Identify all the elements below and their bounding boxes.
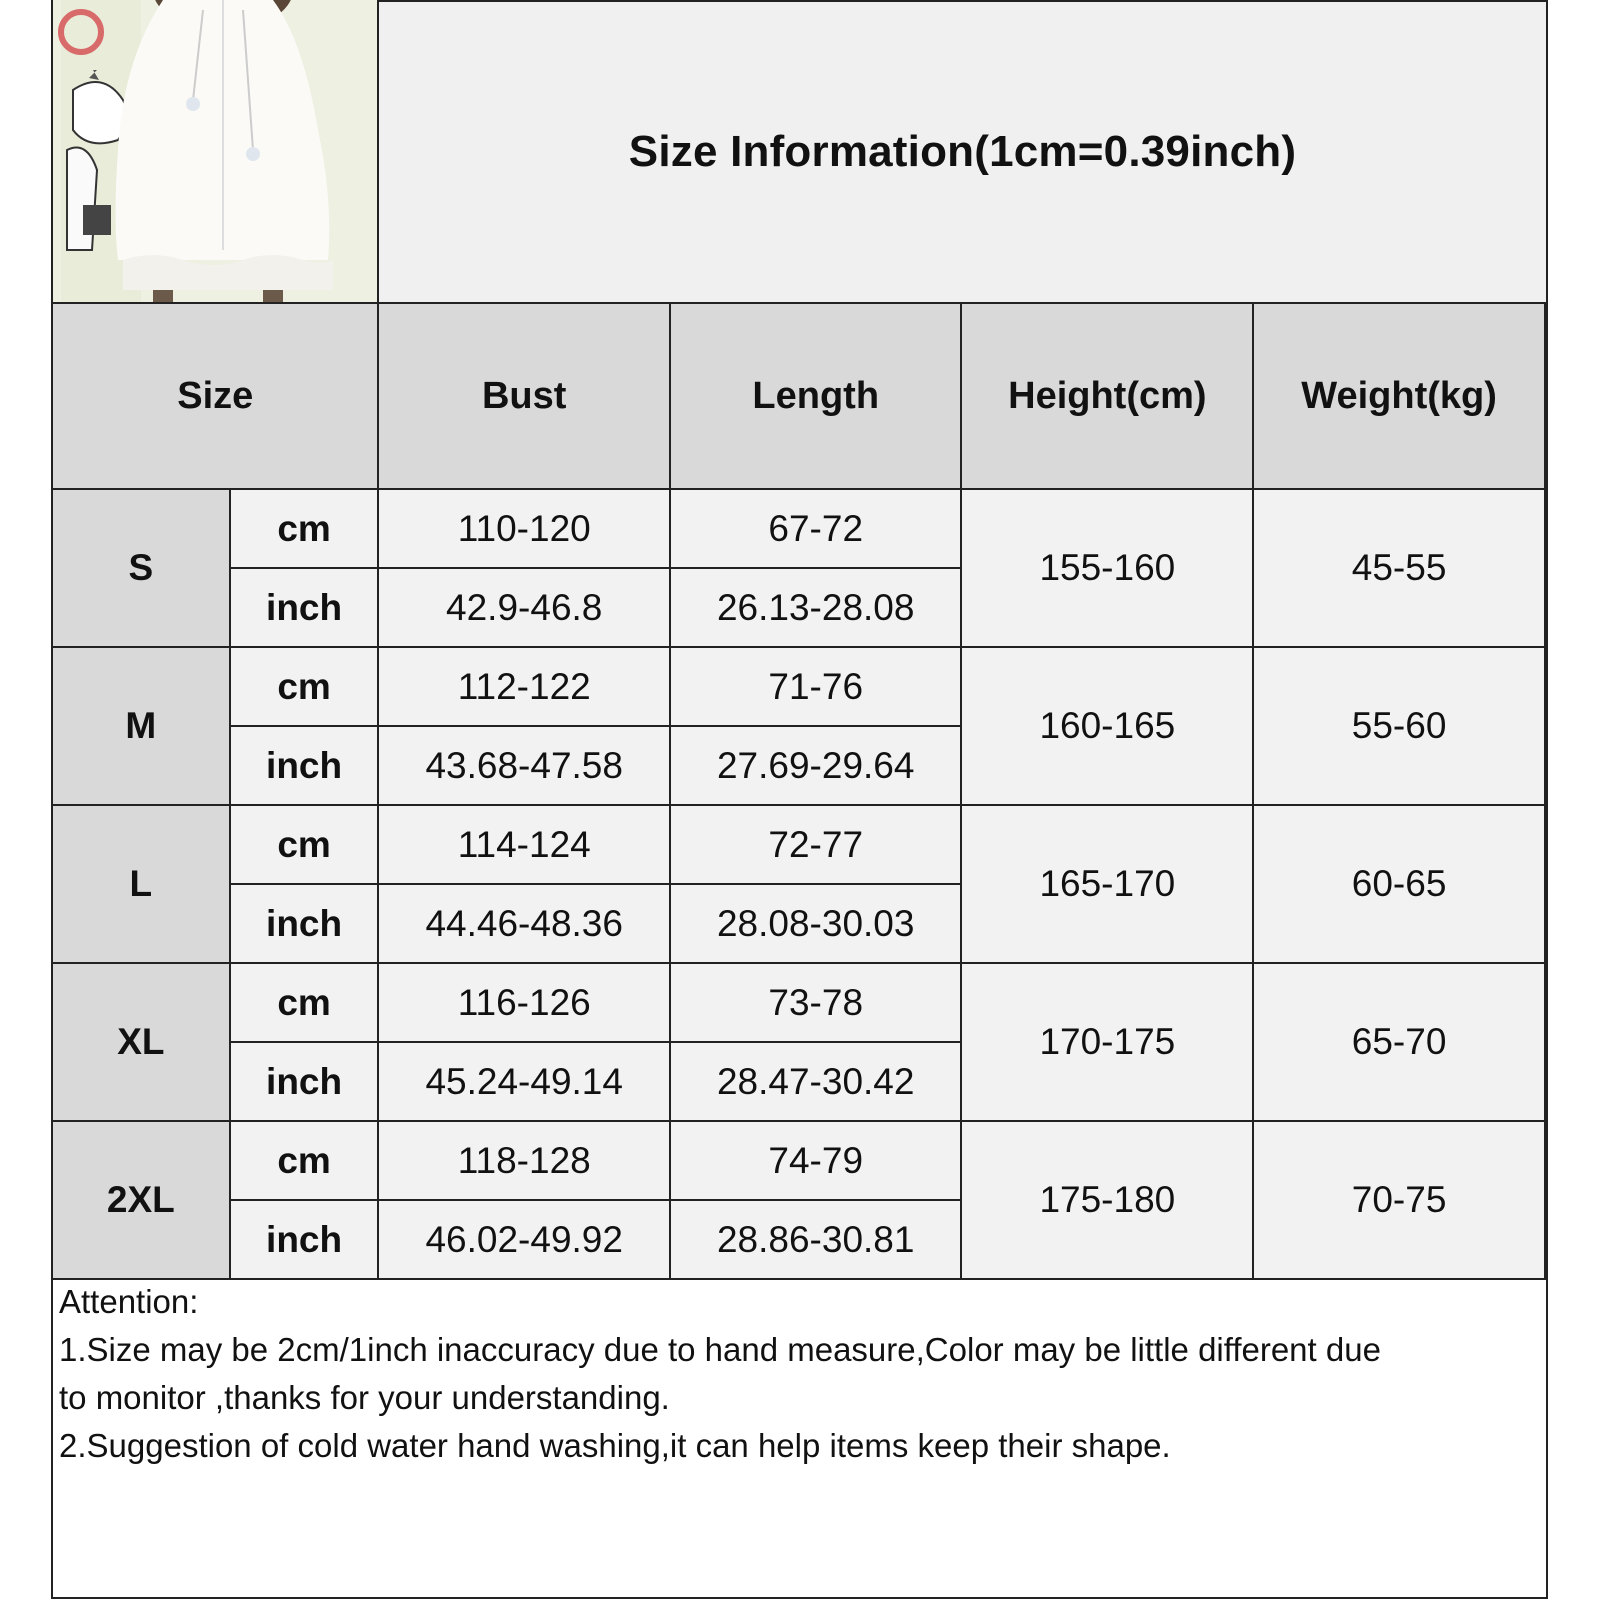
weight-value: 45-55 [1253,489,1545,647]
length-cm: 73-78 [670,963,962,1042]
size-label: S [53,489,230,647]
table-row [53,1121,1545,1200]
bust-inch: 45.24-49.14 [378,1042,669,1121]
length-cm: 74-79 [670,1121,962,1200]
bust-cm: 116-126 [378,963,669,1042]
weight-value: 60-65 [1253,805,1545,963]
bust-inch: 46.02-49.92 [378,1200,669,1279]
unit-inch: inch [230,726,379,805]
unit-inch: inch [230,568,379,647]
size-label: XL [53,963,230,1121]
unit-cm: cm [230,489,379,568]
header-height: Height(cm) [961,303,1253,489]
table-row [53,805,1545,884]
height-value: 175-180 [961,1121,1253,1279]
length-inch: 28.08-30.03 [670,884,962,963]
length-inch: 28.47-30.42 [670,1042,962,1121]
header-length: Length [670,303,962,489]
size-chart-sheet [51,0,1548,1599]
table-row [53,489,1545,568]
bust-inch: 43.68-47.58 [378,726,669,805]
weight-value: 70-75 [1253,1121,1545,1279]
bust-inch: 42.9-46.8 [378,568,669,647]
bust-cm: 112-122 [378,647,669,726]
unit-cm: cm [230,1121,379,1200]
length-cm: 67-72 [670,489,962,568]
height-value: 160-165 [961,647,1253,805]
unit-inch: inch [230,884,379,963]
product-photo [53,0,379,302]
height-value: 170-175 [961,963,1253,1121]
weight-value: 55-60 [1253,647,1545,805]
page-title: Size Information(1cm=0.39inch) [628,127,1297,176]
header-size: Size [53,303,378,489]
bust-inch: 44.46-48.36 [378,884,669,963]
height-value: 155-160 [961,489,1253,647]
notes-heading: Attention: [59,1283,199,1320]
product-photo-illustration [53,0,379,302]
size-label: 2XL [53,1121,230,1279]
bust-cm: 118-128 [378,1121,669,1200]
size-label: L [53,805,230,963]
unit-cm: cm [230,647,379,726]
size-label: M [53,647,230,805]
bust-cm: 114-124 [378,805,669,884]
bust-cm: 110-120 [378,489,669,568]
length-inch: 26.13-28.08 [670,568,962,647]
length-cm: 72-77 [670,805,962,884]
title-cell [379,0,1546,302]
attention-notes [59,1278,1539,1470]
length-inch: 27.69-29.64 [670,726,962,805]
unit-inch: inch [230,1042,379,1121]
unit-cm: cm [230,963,379,1042]
length-inch: 28.86-30.81 [670,1200,962,1279]
unit-cm: cm [230,805,379,884]
table-row [53,647,1545,726]
notes-line-1: 1.Size may be 2cm/1inch inaccuracy due to hand measure,Color may be little different due [59,1331,1381,1368]
header-weight: Weight(kg) [1253,303,1545,489]
length-cm: 71-76 [670,647,962,726]
table-header-row [53,303,1545,489]
header-bust: Bust [378,303,669,489]
notes-line-2: to monitor ,thanks for your understanding. [59,1379,670,1416]
table-row [53,963,1545,1042]
height-value: 165-170 [961,805,1253,963]
unit-inch: inch [230,1200,379,1279]
notes-line-3: 2.Suggestion of cold water hand washing,it can help items keep their shape. [59,1427,1171,1464]
weight-value: 65-70 [1253,963,1545,1121]
size-table [53,302,1546,1280]
